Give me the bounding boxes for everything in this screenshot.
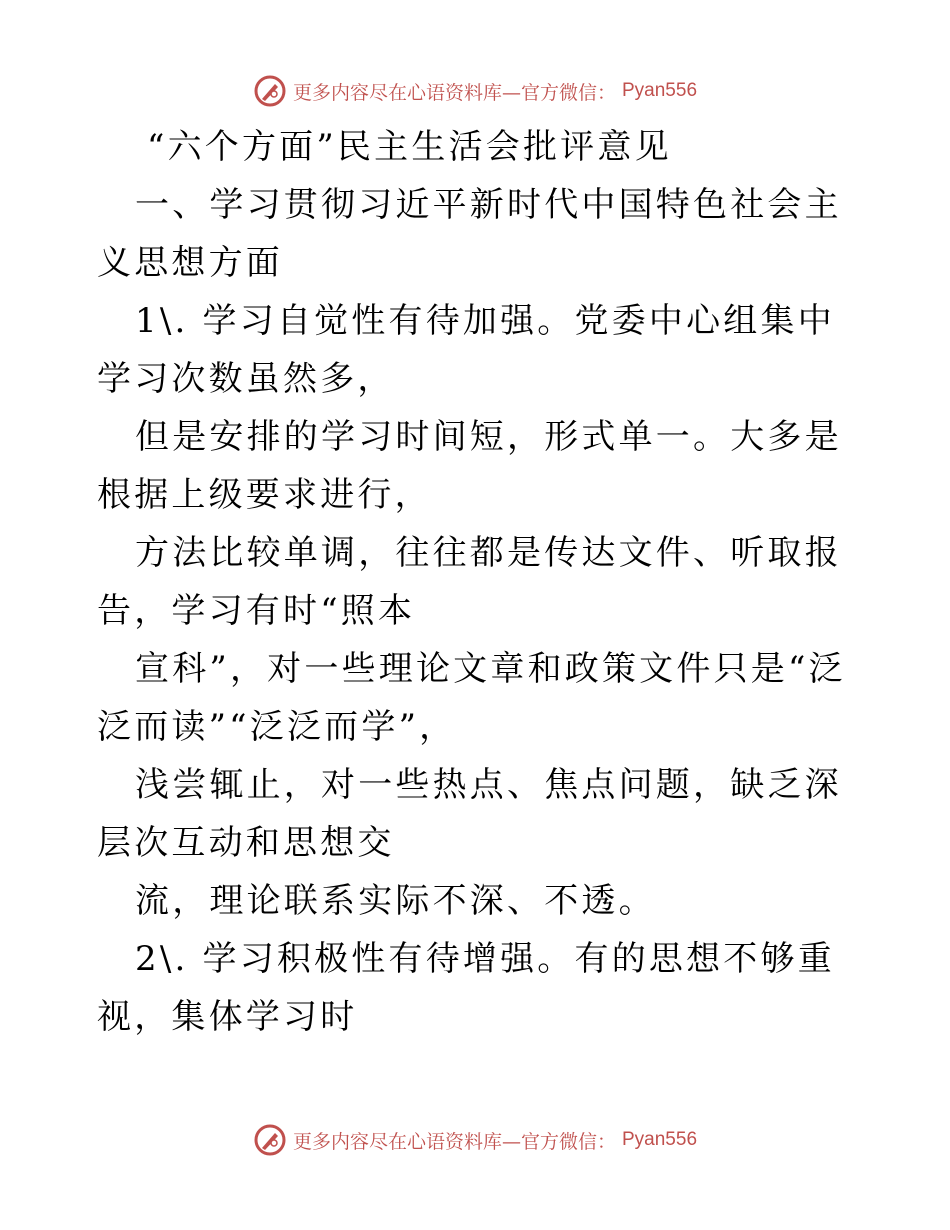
footer-banner-wechat-id: Pyan556 <box>622 1129 698 1150</box>
paragraph-line-5: 宣科”，对一些理论文章和政策文件只是“泛泛而读”“泛泛而学”， <box>97 649 846 747</box>
document-body <box>97 118 857 1046</box>
banner-wechat-id: Pyan556 <box>622 80 698 101</box>
pen-circle-logo-icon <box>253 1123 287 1157</box>
paragraph-line-2: 1\. 学习自觉性有待加强。党委中心组集中学习次数虽然多， <box>97 301 835 399</box>
paragraph-line-8: 2\. 学习积极性有待增强。有的思想不够重视，集体学习时 <box>97 939 835 1037</box>
paragraph-line-7: 流，理论联系实际不深、不透。 <box>135 881 656 921</box>
paragraph-line-6: 浅尝辄止，对一些热点、焦点问题，缺乏深层次互动和思想交 <box>97 765 842 863</box>
document-title: “六个方面”民主生活会批评意见 <box>147 127 672 167</box>
pen-circle-logo-icon <box>253 74 287 108</box>
paragraph-line-3: 但是安排的学习时间短，形式单一。大多是根据上级要求进行， <box>97 417 842 515</box>
footer-banner <box>0 1120 950 1160</box>
header-banner <box>0 71 950 111</box>
paragraph-line-1: 一、学习贯彻习近平新时代中国特色社会主义思想方面 <box>97 185 842 283</box>
banner-text: 更多内容尽在心语资料库—官方微信： <box>292 81 616 104</box>
paragraph-line-4: 方法比较单调，往往都是传达文件、听取报告，学习有时“照本 <box>97 533 842 631</box>
footer-banner-text: 更多内容尽在心语资料库—官方微信： <box>292 1130 616 1153</box>
